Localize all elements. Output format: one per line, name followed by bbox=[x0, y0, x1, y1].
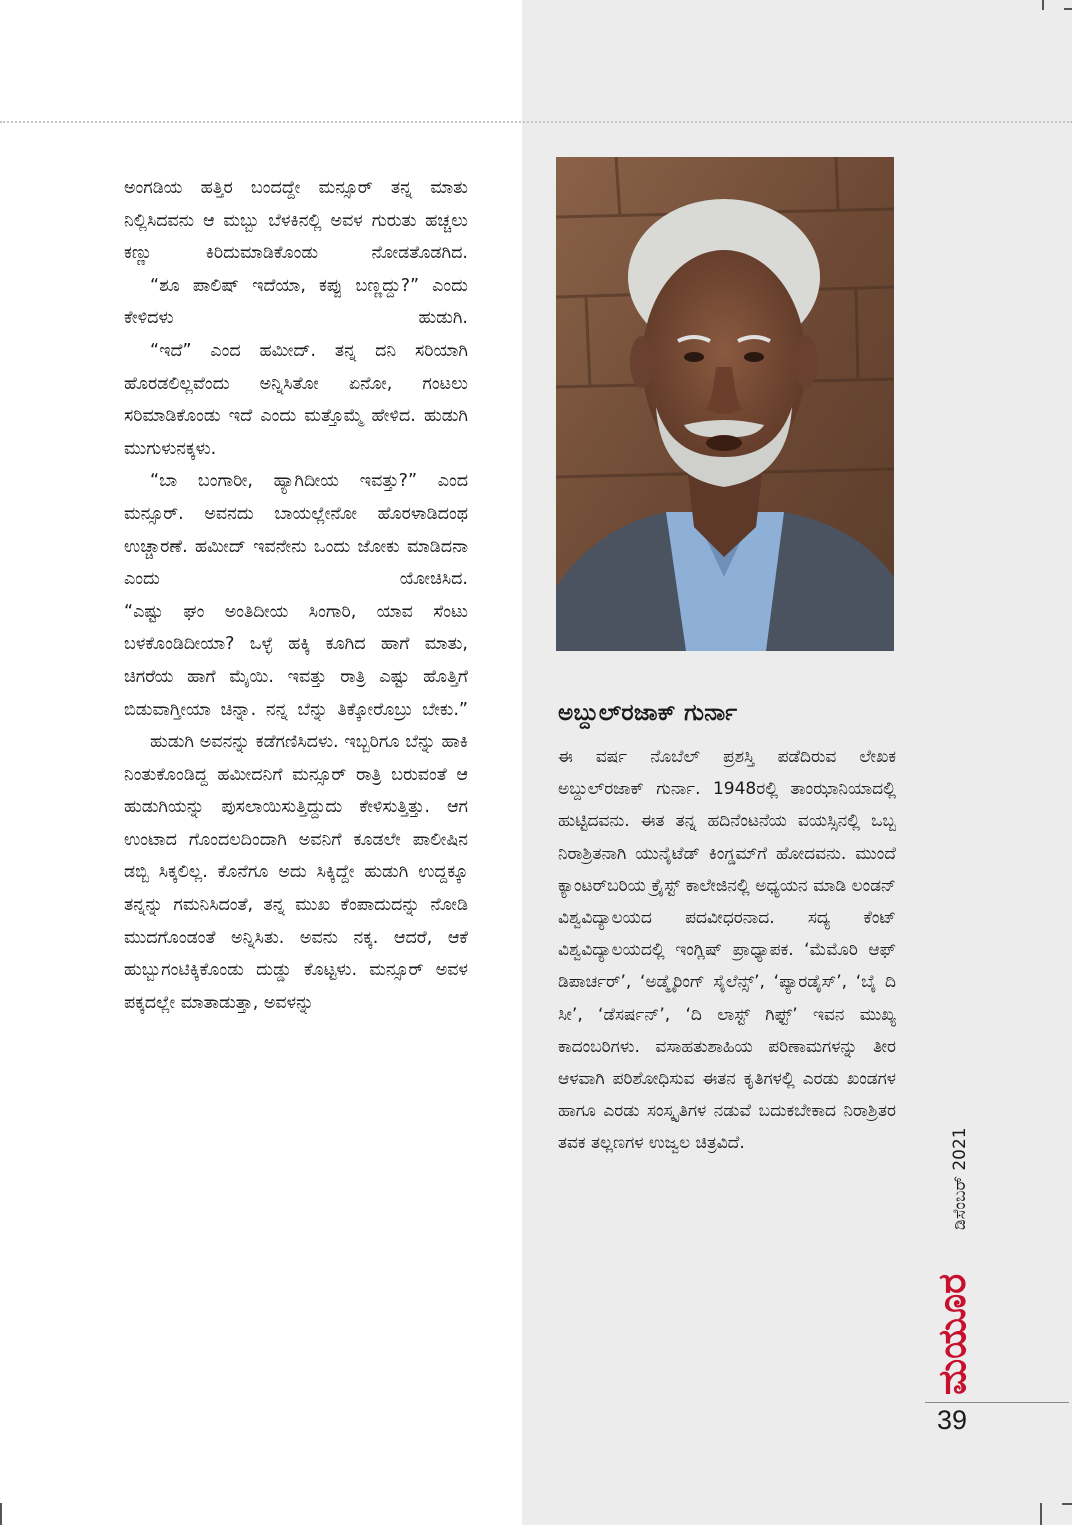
crop-mark bbox=[1064, 8, 1072, 10]
page-number: 39 bbox=[937, 1405, 968, 1435]
story-paragraph: “ಶೂ ಪಾಲಿಷ್ ಇದೆಯಾ, ಕಪ್ಪು ಬಣ್ಣದ್ದು?” ಎಂದು ಕೇಳಿದಳು ಹುಡುಗಿ. bbox=[124, 275, 468, 329]
bio-box bbox=[558, 741, 896, 1160]
story-paragraph: ಹುಡುಗಿ ಅವನನ್ನು ಕಡೆಗಣಿಸಿದಳು. ಇಬ್ಬರಿಗೂ ಬೆನ್ನು ಹಾಕಿ ನಿಂತುಕೊಂಡಿದ್ದ ಹಮೀದನಿಗೆ ಮನ್ಸೂರ್ ರಾತ್ರಿ ಬರುವಂತೆ ಆ ಹುಡುಗಿಯನ್ನು ಪುಸಲಾಯಿಸುತ್ತಿದ್ದುದು ಕೇಳಿಸುತ್ತಿತ್ತು. ಆಗ ಉಂಟಾದ ಗೊಂದಲದಿಂದಾಗಿ ಅವನಿಗೆ ಕೂಡಲೇ ಪಾಲೀಷಿನ ಡಬ್ಬಿ ಸಿಕ್ಕಲಿಲ್ಲ. ಕೊನೆಗೂ ಅದು ಸಿಕ್ಕಿದ್ದೇ ಹುಡುಗಿ ಉದ್ದಕ್ಕೂ ತನ್ನನ್ನು ಗಮನಿಸಿದಂತೆ, ತನ್ನ ಮುಖ ಕೆಂಪಾದುದನ್ನು ನೋಡಿ ಮುದಗೊಂಡಂತೆ ಅನ್ನಿಸಿತು. ಅವನು ನಕ್ಕ. ಆದರೆ, ಆಕೆ ಹುಬ್ಬುಗಂಟಿಕ್ಕಿಕೊಂಡು ದುಡ್ಡು ಕೊಟ್ಟಳು. ಮನ್ಸೂರ್ ಅವಳ ಪಕ್ಕದಲ್ಲೇ ಮಾತಾಡುತ್ತಾ, ಅವಳನ್ನು bbox=[124, 732, 468, 1013]
dotted-divider bbox=[0, 121, 1072, 123]
story-column bbox=[124, 172, 468, 1019]
page-number-rule bbox=[925, 1402, 1069, 1403]
story-paragraph: ಅಂಗಡಿಯ ಹತ್ತಿರ ಬಂದದ್ದೇ ಮನ್ಸೂರ್ ತನ್ನ ಮಾತು ನಿಲ್ಲಿಸಿದವನು ಆ ಮಬ್ಬು ಬೆಳಕಿನಲ್ಲಿ ಅವಳ ಗುರುತು ಹಚ್ಚಲು ಕಣ್ಣು ಕಿರಿದುಮಾಡಿಕೊಂಡು ನೋಡತೊಡಗಿದ. bbox=[124, 178, 468, 264]
magazine-masthead bbox=[925, 1100, 985, 1400]
magazine-name: ಮಯೂರ bbox=[930, 1273, 974, 1395]
story-paragraph: “ಬಾ ಬಂಗಾರೀ, ಹ್ಯಾಗಿದೀಯ ಇವತ್ತು?” ಎಂದ ಮನ್ಸೂರ್. ಅವನದು ಬಾಯಲ್ಲೇನೋ ಹೊರಳಾಡಿದಂಥ ಉಚ್ಚಾರಣೆ. ಹಮೀದ್ ಇವನೇನು ಒಂದು ಜೋಕು ಮಾಡಿದನಾ ಎಂದು ಯೋಚಿಸಿದ. bbox=[124, 471, 468, 590]
crop-mark bbox=[1042, 0, 1044, 10]
crop-mark bbox=[1062, 1503, 1072, 1505]
bio-text: ಈ ವರ್ಷ ನೊಬೆಲ್ ಪ್ರಶಸ್ತಿ ಪಡೆದಿರುವ ಲೇಖಕ ಅಬ್ದುಲ್‌ರಜಾಕ್ ಗುರ್ನಾ. 1948ರಲ್ಲಿ ತಾಂಝಾನಿಯಾದಲ್ಲಿ ಹುಟ್ಟಿದವನು. ಈತ ತನ್ನ ಹದಿನೆಂಟನೆಯ ವಯಸ್ಸಿನಲ್ಲಿ ಒಬ್ಬ ನಿರಾಶ್ರಿತನಾಗಿ ಯುನೈಟೆಡ್ ಕಿಂಗ್ಡಮ್‌ಗೆ ಹೋದವನು. ಮುಂದೆ ಕ್ಯಾಂಟರ್‌ಬರಿಯ ಕ್ರೈಸ್ಟ್ ಕಾಲೇಜಿನಲ್ಲಿ ಅಧ್ಯಯನ ಮಾಡಿ ಲಂಡನ್ ವಿಶ್ವವಿದ್ಯಾಲಯದ ಪದವೀಧರನಾದ. ಸದ್ಯ ಕೆಂಟ್ ವಿಶ್ವವಿದ್ಯಾಲಯದಲ್ಲಿ ಇಂಗ್ಲಿಷ್ ಪ್ರಾಧ್ಯಾಪಕ. ‘ಮೆಮೊರಿ ಆಫ್ ಡಿಪಾರ್ಚರ್’, ‘ಅಡ್ಮೈರಿಂಗ್ ಸೈಲೆನ್ಸ್’, ‘ಪ್ಯಾರಡೈಸ್’, ‘ಬೈ ದಿ ಸೀ’, ‘ಡೆಸರ್ಷನ್’, ‘ದಿ ಲಾಸ್ಟ್ ಗಿಫ್ಟ್’ ಇವನ ಮುಖ್ಯ ಕಾದಂಬರಿಗಳು. ವಸಾಹತುಶಾಹಿಯ ಪರಿಣಾಮಗಳನ್ನು ತೀರ ಆಳವಾಗಿ ಪರಿಶೋಧಿಸುವ ಈತನ ಕೃತಿಗಳಲ್ಲಿ ಎರಡು ಖಂಡಗಳ ಹಾಗೂ ಎರಡು ಸಂಸ್ಕೃತಿಗಳ ನಡುವೆ ಬದುಕಬೇಕಾದ ನಿರಾಶ್ರಿತರ ತವಕ ತಲ್ಲಣಗಳ ಉಜ್ವಲ ಚಿತ್ರವಿದೆ. bbox=[558, 747, 896, 1154]
bio-title: ಅಬ್ದುಲ್‌ರಜಾಕ್ ಗುರ್ನಾ bbox=[558, 700, 738, 726]
story-paragraph: “ಇದೆ” ಎಂದ ಹಮೀದ್. ತನ್ನ ದನಿ ಸರಿಯಾಗಿ ಹೊರಡಲಿಲ್ಲವೆಂದು ಅನ್ನಿಸಿತೋ ಏನೋ, ಗಂಟಲು ಸರಿಮಾಡಿಕೊಂಡು ಇದೆ ಎಂದು ಮತ್ತೊಮ್ಮೆ ಹೇಳಿದ. ಹುಡುಗಿ ಮುಗುಳುನಕ್ಕಳು. bbox=[124, 340, 468, 459]
issue-date: ಡಿಸೆಂಬರ್ 2021 bbox=[950, 1127, 970, 1230]
story-paragraph: “ಎಷ್ಟು ಘಂ ಅಂತಿದೀಯ ಸಿಂಗಾರಿ, ಯಾವ ಸೆಂಟು ಬಳಕೊಂಡಿದೀಯಾ? ಒಳ್ಳೆ ಹಕ್ಕಿ ಕೂಗಿದ ಹಾಗೆ ಮಾತು, ಚಿಗರೆಯ ಹಾಗೆ ಮೈಯಿ. ಇವತ್ತು ರಾತ್ರಿ ಎಷ್ಟು ಹೊತ್ತಿಗೆ ಬಿಡುವಾಗ್ತೀಯಾ ಚಿನ್ನಾ. ನನ್ನ ಬೆನ್ನು ತಿಕ್ಕೋರೊಬ್ರು ಬೇಕು.” bbox=[124, 601, 468, 720]
author-photo bbox=[556, 157, 894, 651]
crop-mark bbox=[0, 1503, 2, 1525]
crop-mark bbox=[1040, 1503, 1042, 1525]
